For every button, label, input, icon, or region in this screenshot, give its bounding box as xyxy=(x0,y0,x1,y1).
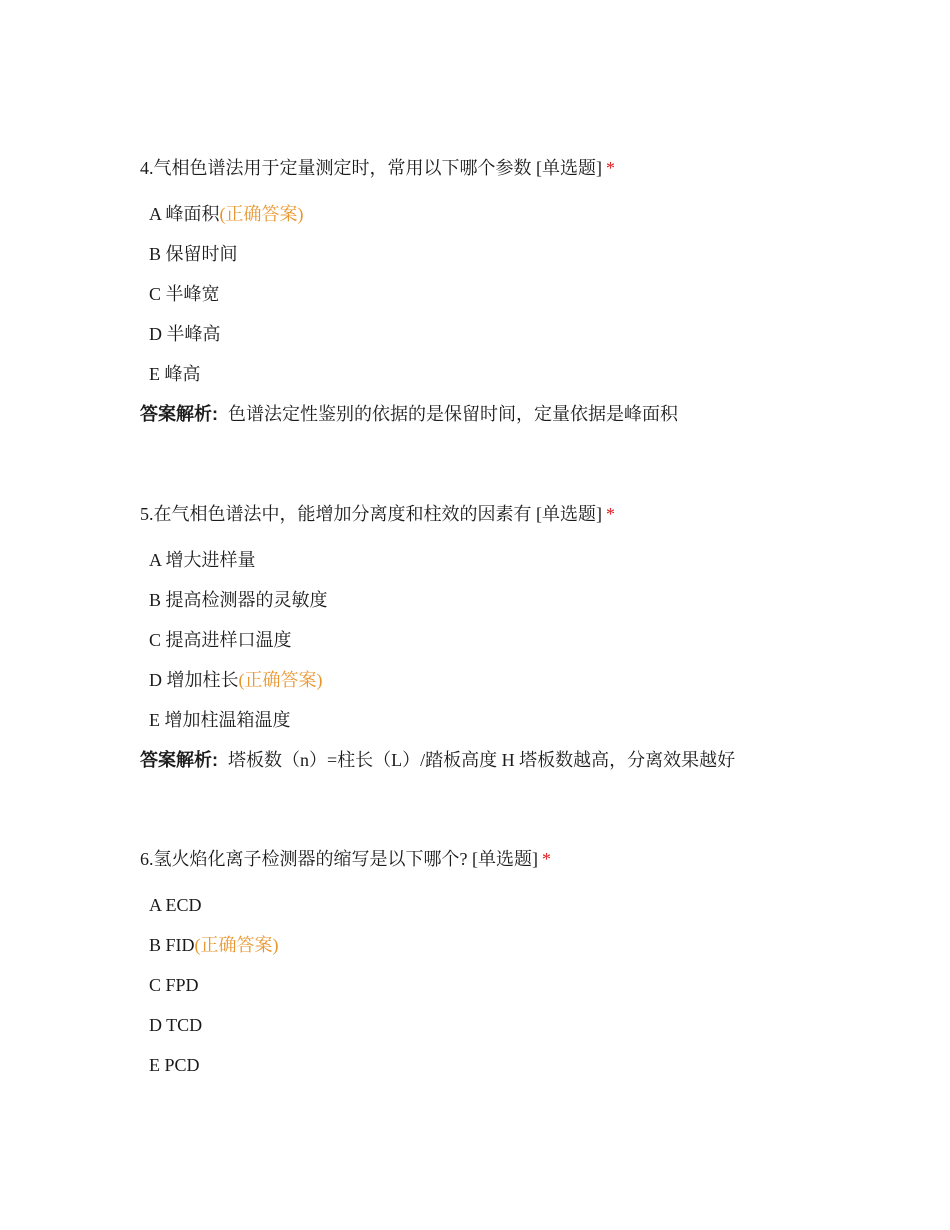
option-label: A 增大进样量 xyxy=(149,550,256,570)
option-label: E 增加柱温箱温度 xyxy=(149,710,291,730)
correct-answer-tag: (正确答案) xyxy=(238,670,323,690)
option-label: C FPD xyxy=(149,975,199,995)
option-a xyxy=(149,548,256,572)
question-title xyxy=(140,847,840,871)
option-label: B 提高检测器的灵敏度 xyxy=(149,590,328,610)
option-label: B 保留时间 xyxy=(149,244,238,264)
option-b xyxy=(149,933,279,957)
analysis-label: 答案解析: xyxy=(140,404,218,424)
question-title-text: 5.在气相色谱法中，能增加分离度和柱效的因素有 [单选题] xyxy=(140,504,602,524)
correct-answer-tag: (正确答案) xyxy=(219,204,304,224)
option-c xyxy=(149,973,199,997)
option-e xyxy=(149,362,201,386)
option-label: A ECD xyxy=(149,895,202,915)
option-label: D 增加柱长 xyxy=(149,670,239,690)
option-label: E 峰高 xyxy=(149,364,201,384)
option-label: A 峰面积 xyxy=(149,204,220,224)
question-5 xyxy=(140,502,840,770)
question-title xyxy=(140,156,840,180)
analysis-text: 色谱法定性鉴别的依据的是保留时间，定量依据是峰面积 xyxy=(228,404,678,424)
option-label: B FID xyxy=(149,935,195,955)
answer-analysis xyxy=(140,402,678,426)
option-e xyxy=(149,708,291,732)
question-6 xyxy=(140,847,840,1075)
question-title-text: 4.气相色谱法用于定量测定时，常用以下哪个参数 [单选题] xyxy=(140,158,602,178)
option-c xyxy=(149,282,220,306)
required-star: * xyxy=(606,158,615,178)
answer-analysis xyxy=(140,748,735,772)
analysis-label: 答案解析: xyxy=(140,750,218,770)
question-title-text: 6.氢火焰化离子检测器的缩写是以下哪个? [单选题] xyxy=(140,849,538,869)
option-d xyxy=(149,1013,202,1037)
option-d xyxy=(149,322,221,346)
option-label: D TCD xyxy=(149,1015,203,1035)
option-label: C 提高进样口温度 xyxy=(149,630,292,650)
option-a xyxy=(149,202,304,226)
option-a xyxy=(149,893,202,917)
option-label: D 半峰高 xyxy=(149,324,221,344)
question-4 xyxy=(140,156,840,424)
option-label: C 半峰宽 xyxy=(149,284,220,304)
option-e xyxy=(149,1053,200,1077)
option-b xyxy=(149,588,328,612)
option-c xyxy=(149,628,292,652)
required-star: * xyxy=(606,504,615,524)
correct-answer-tag: (正确答案) xyxy=(194,935,279,955)
question-title xyxy=(140,502,840,526)
option-d xyxy=(149,668,323,692)
required-star: * xyxy=(541,849,551,869)
option-label: E PCD xyxy=(149,1055,200,1075)
option-b xyxy=(149,242,238,266)
analysis-text: 塔板数（n）=柱长（L）/踏板高度 H 塔板数越高，分离效果越好 xyxy=(228,750,736,770)
